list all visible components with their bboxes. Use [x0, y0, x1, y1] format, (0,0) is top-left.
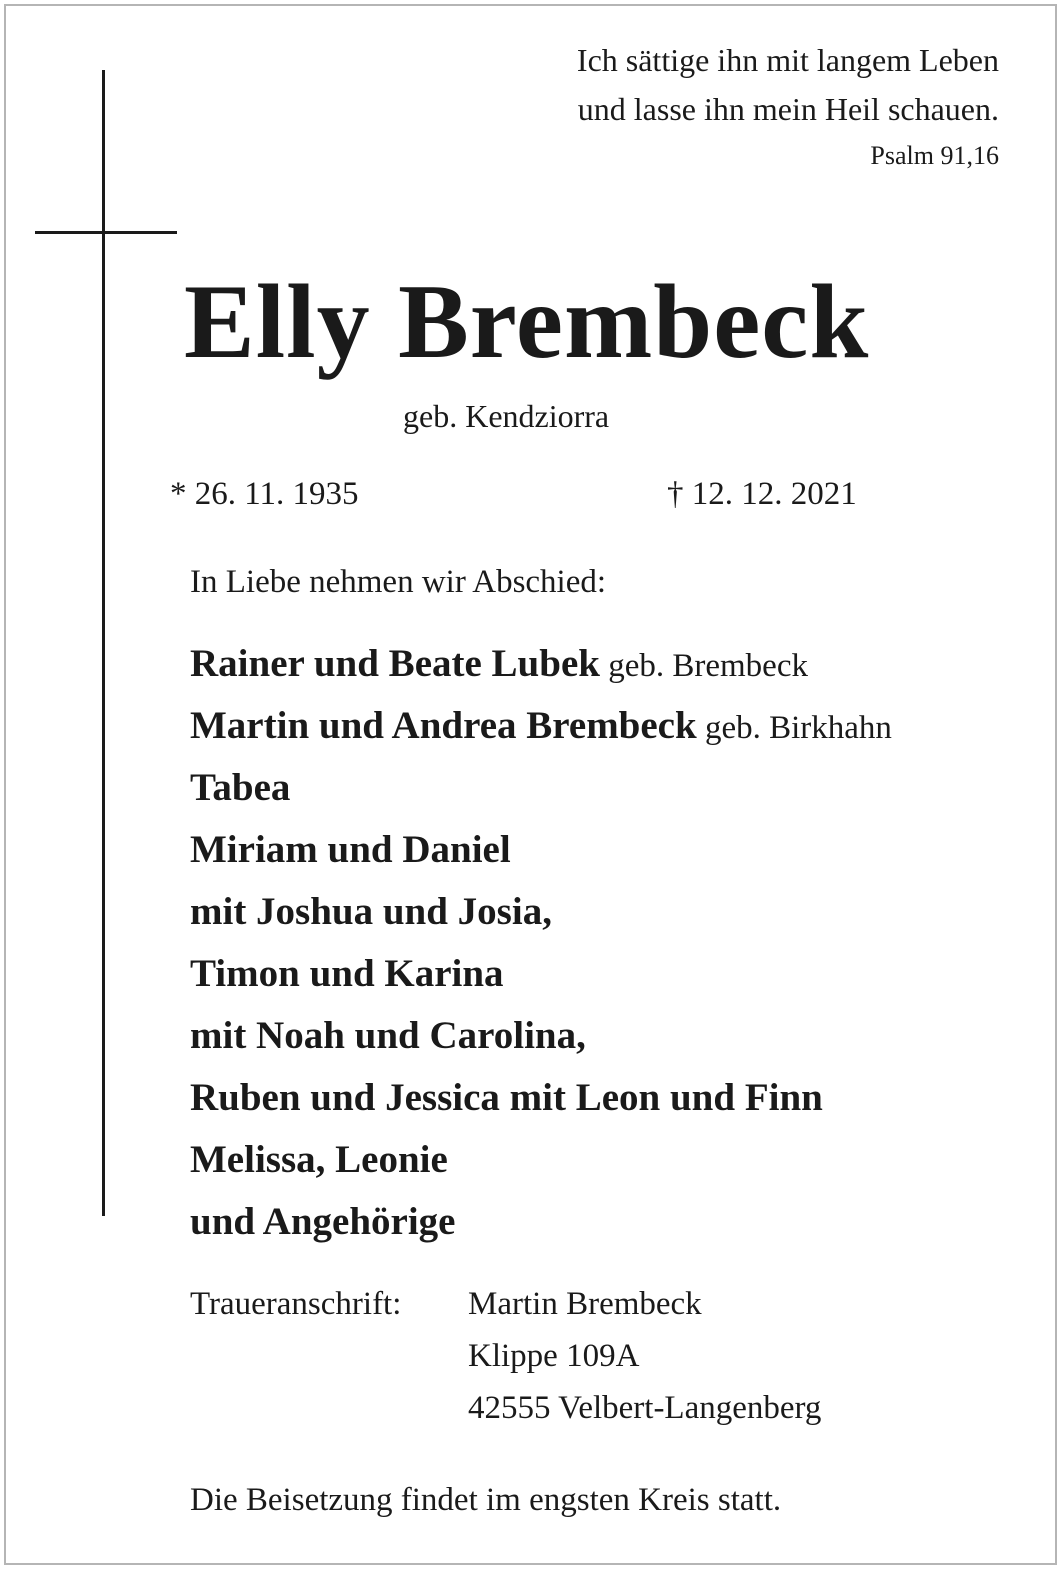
death-date: † 12. 12. 2021 [667, 476, 857, 512]
farewell-intro: In Liebe nehmen wir Abschied: [190, 564, 607, 600]
psalm-verse [577, 36, 999, 176]
deceased-name: Elly Brembeck [184, 263, 870, 380]
burial-note: Die Beisetzung findet im engsten Kreis statt. [190, 1482, 782, 1518]
mourner-line: Timon und Karina [190, 952, 504, 995]
mourner-line: Martin und Andrea Brembeck geb. Birkhahn [190, 704, 892, 747]
mourner-line: Ruben und Jessica mit Leon und Finn [190, 1076, 823, 1119]
address-name: Martin Brembeck [468, 1286, 702, 1322]
mourners-list [190, 634, 1050, 1254]
mourner-line: mit Joshua und Josia, [190, 890, 552, 933]
mourner-line: und Angehörige [190, 1200, 456, 1243]
address-label: Traueranschrift: [190, 1286, 402, 1322]
verse-line-1: Ich sättige ihn mit langem Leben [576, 42, 999, 78]
mourner-line: Rainer und Beate Lubek geb. Brembeck [190, 642, 808, 685]
address-city: 42555 Velbert-Langenberg [468, 1390, 822, 1426]
birth-date: * 26. 11. 1935 [170, 476, 359, 512]
verse-line-2: und lasse ihn mein Heil schauen. [577, 91, 999, 127]
mourner-line: mit Noah und Carolina, [190, 1014, 586, 1057]
mourner-line: Miriam und Daniel [190, 828, 511, 871]
maiden-name: geb. Kendziorra [403, 398, 610, 434]
mourner-line: Tabea [190, 766, 291, 809]
address-street: Klippe 109A [468, 1338, 640, 1374]
cross-vertical-bar [102, 70, 105, 1216]
cross-horizontal-bar [35, 231, 177, 234]
verse-reference: Psalm 91,16 [870, 141, 999, 170]
mourning-address [190, 1278, 821, 1434]
mourner-line: Melissa, Leonie [190, 1138, 448, 1181]
